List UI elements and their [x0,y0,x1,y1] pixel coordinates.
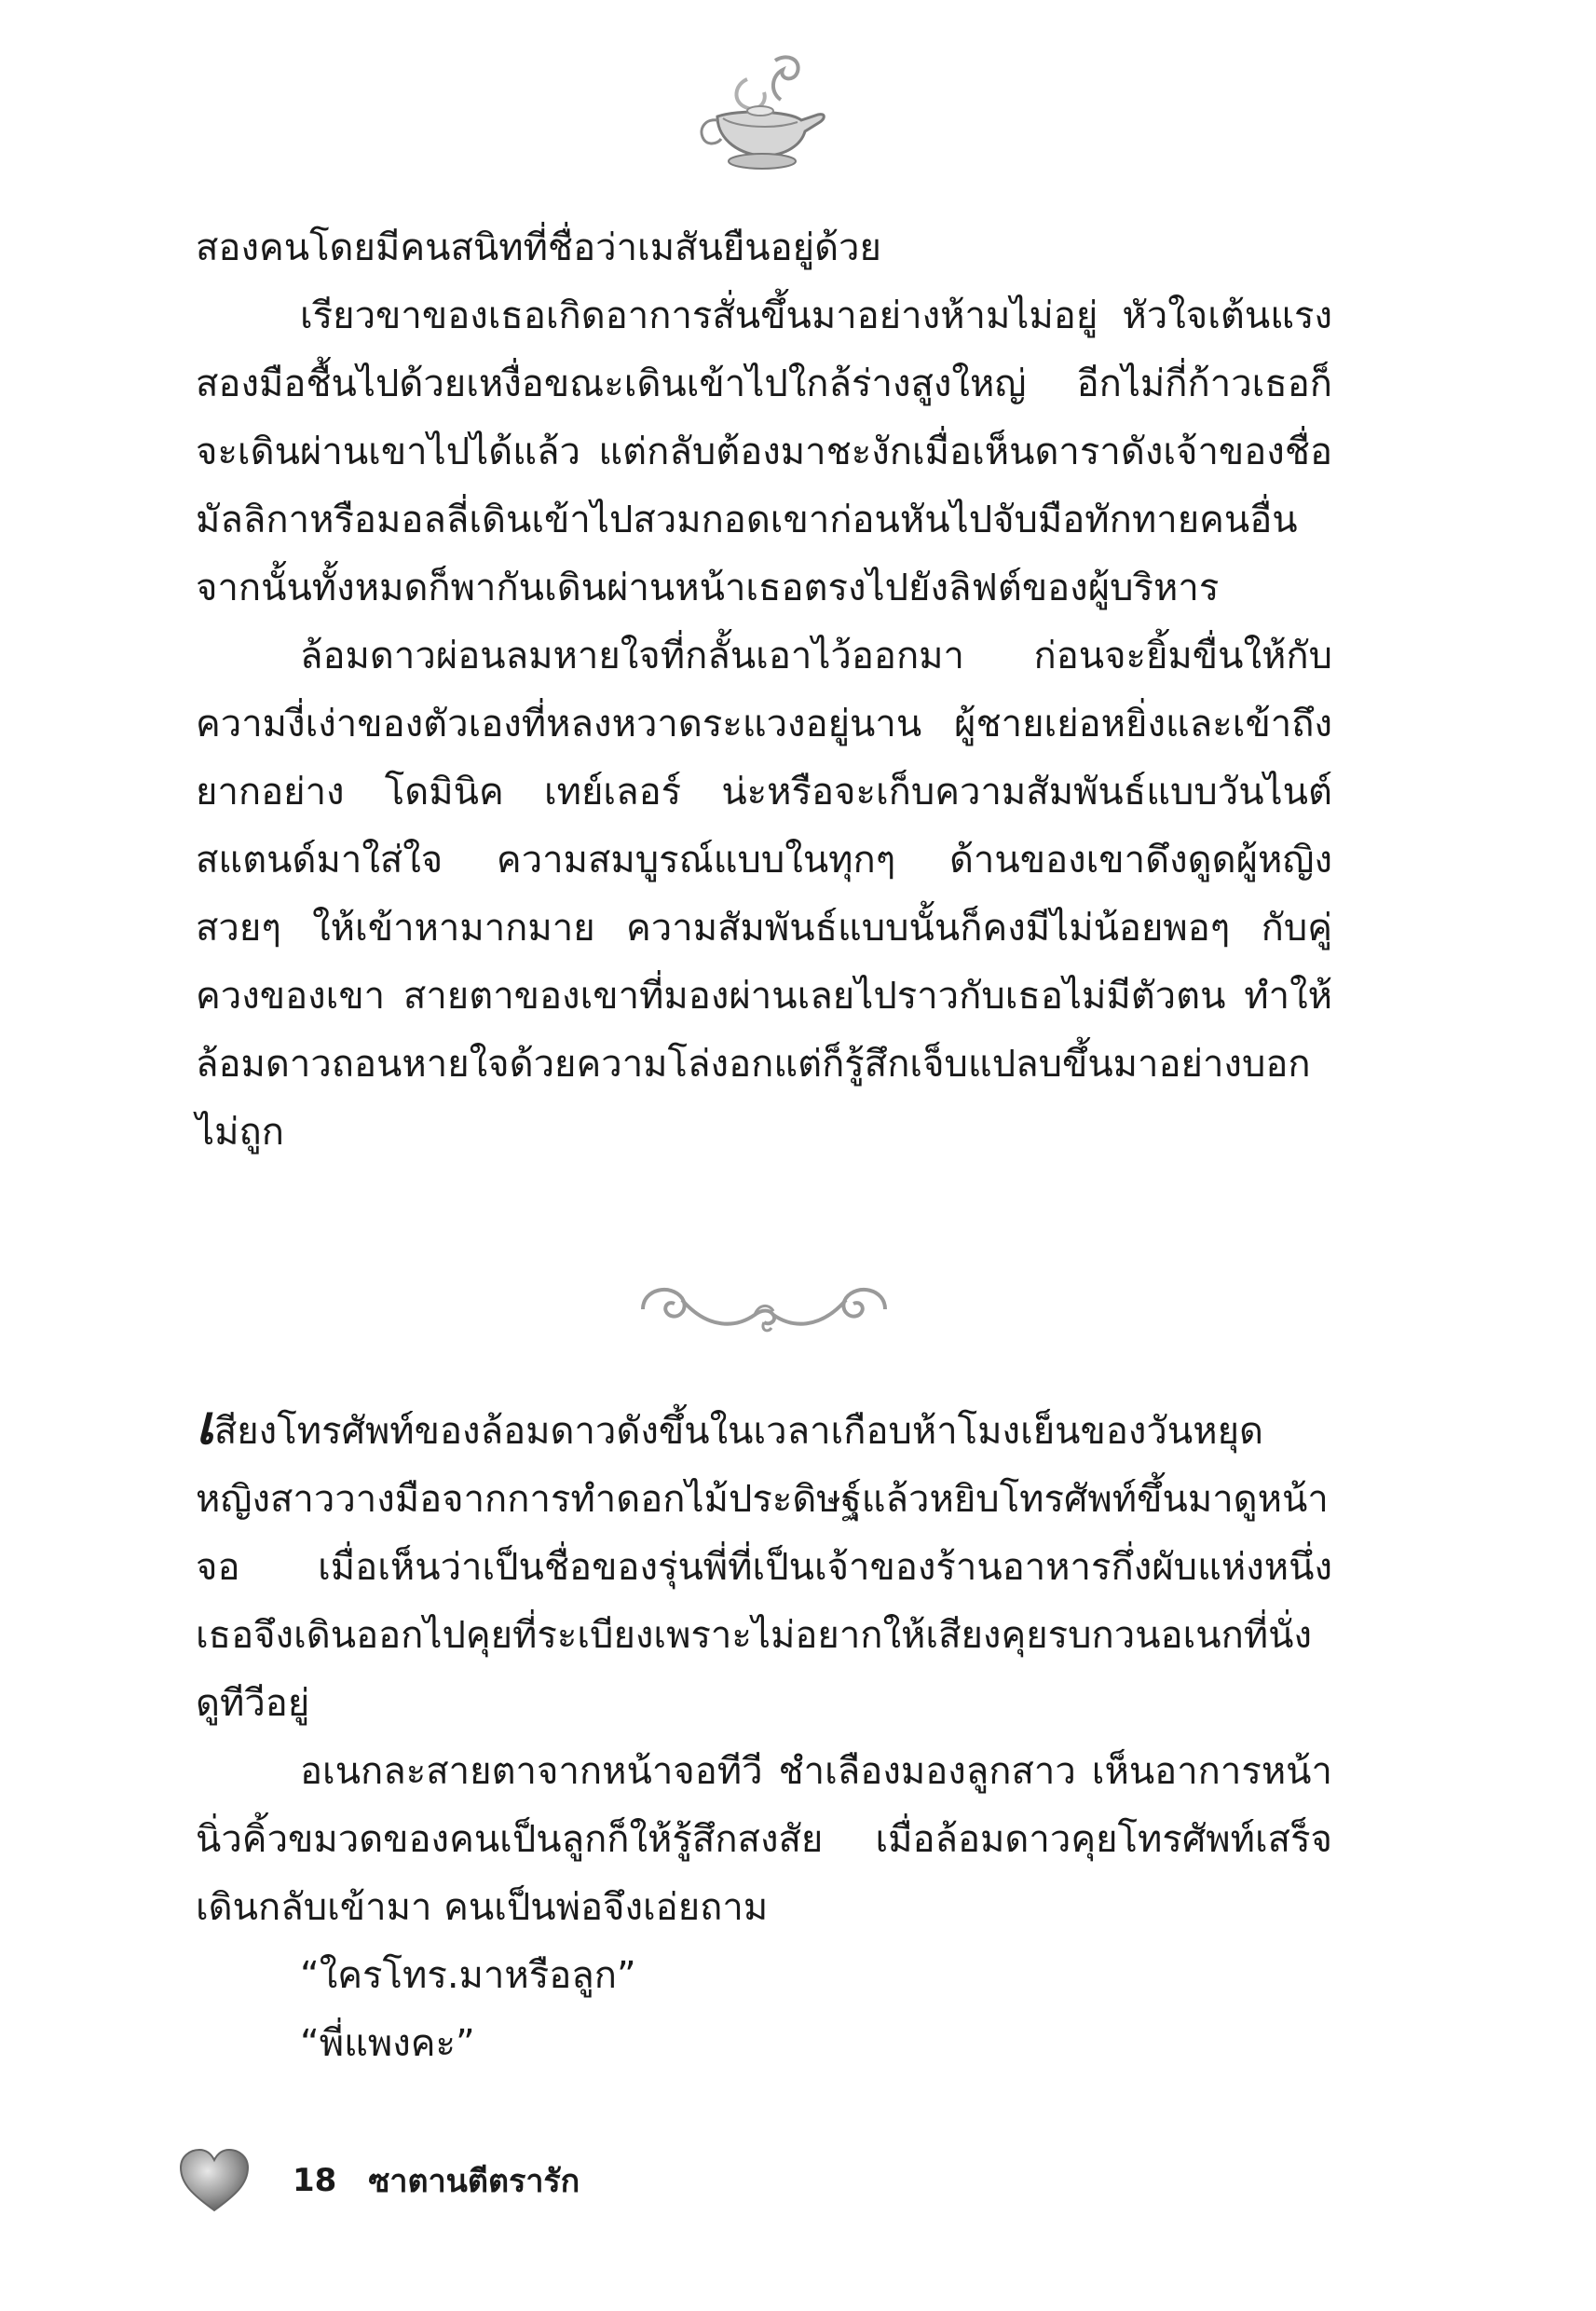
paragraph-3: ล้อมดาวผ่อนลมหายใจที่กลั้นเอาไว้ออกมา ก่อนจะยิ้มขื่นให้กับความงี่เง่าของตัวเองที่หลงหวาดระแวงอยู่นาน ผู้ชายเย่อหยิ่งและเข้าถึงยากอย่าง โดมินิค เทย์เลอร์ น่ะหรือจะเก็บความสัมพันธ์แบบวันไนต์สแตนด์มาใส่ใจ ความสมบูรณ์แบบในทุกๆ ด้านของเขาดึงดูดผู้หญิงสวยๆ ให้เข้าหามากมาย ความสัมพันธ์แบบนั้นก็คงมีไม่น้อยพอๆ กับคู่ควงของเขา สายตาของเขาที่มองผ่านเลยไปราวกับเธอไม่มีตัวตน ทำให้ล้อมดาวถอนหายใจด้วยความโล่งอกแต่ก็รู้สึกเจ็บแปลบขึ้นมาอย่างบอกไม่ถูก [196,635,1332,1154]
book-title: ซาตานตีตรารัก [368,2163,580,2200]
section-1 [196,214,1332,1167]
paragraph-4 [196,1393,1332,1738]
dialog-line-2: “พี่แพงคะ” [300,2022,475,2065]
paragraph-4-text: สียงโทรศัพท์ของล้อมดาวดังขึ้นในเวลาเกือบห้าโมงเย็นของวันหยุด หญิงสาววางมือจากการทำดอกไม้ประดิษฐ์แล้วหยิบโทรศัพท์ขึ้นมาดูหน้าจอ เมื่อเห็นว่าเป็นชื่อของรุ่นพี่ที่เป็นเจ้าของร้านอาหารกึ่งผับแห่งหนึ่ง เธอจึงเดินออกไปคุยที่ระเบียงเพราะไม่อยากให้เสียงคุยรบกวนอเนกที่นั่งดูทีวีอยู่ [196,1410,1332,1725]
paragraph-1: สองคนโดยมีคนสนิทที่ชื่อว่าเมสันยืนอยู่ด้วย [196,226,881,269]
dialog-line-1: “ใครโทร.มาหรือลูก” [300,1954,636,1997]
paragraph-2: เรียวขาของเธอเกิดอาการสั่นขึ้นมาอย่างห้ามไม่อยู่ หัวใจเต้นแรง สองมือชื้นไปด้วยเหงื่อขณะเดินเข้าไปใกล้ร่างสูงใหญ่ อีกไม่กี่ก้าวเธอก็จะเดินผ่านเขาไปได้แล้ว แต่กลับต้องมาชะงักเมื่อเห็นดาราดังเจ้าของชื่อมัลลิกาหรือมอลลี่เดินเข้าไปสวมกอดเขาก่อนหันไปจับมือทักทายคนอื่น จากนั้นทั้งหมดก็พากันเดินผ่านหน้าเธอตรงไปยังลิฟต์ของผู้บริหาร [196,294,1332,609]
page-number: 18 [293,2162,337,2199]
scroll-ornament-icon [624,1272,904,1347]
genie-lamp-icon [689,51,829,177]
drop-cap: เ [196,1393,214,1456]
heart-icon [177,2147,252,2214]
paragraph-5: อเนกละสายตาจากหน้าจอทีวี ชำเลืองมองลูกสาว เห็นอาการหน้านิ่วคิ้วขมวดของคนเป็นลูกก็ให้รู้สึกสงสัย เมื่อล้อมดาวคุยโทรศัพท์เสร็จเดินกลับเข้ามา คนเป็นพ่อจึงเอ่ยถาม [196,1750,1332,1929]
page-footer [177,2143,580,2218]
section-2 [196,1393,1332,2078]
